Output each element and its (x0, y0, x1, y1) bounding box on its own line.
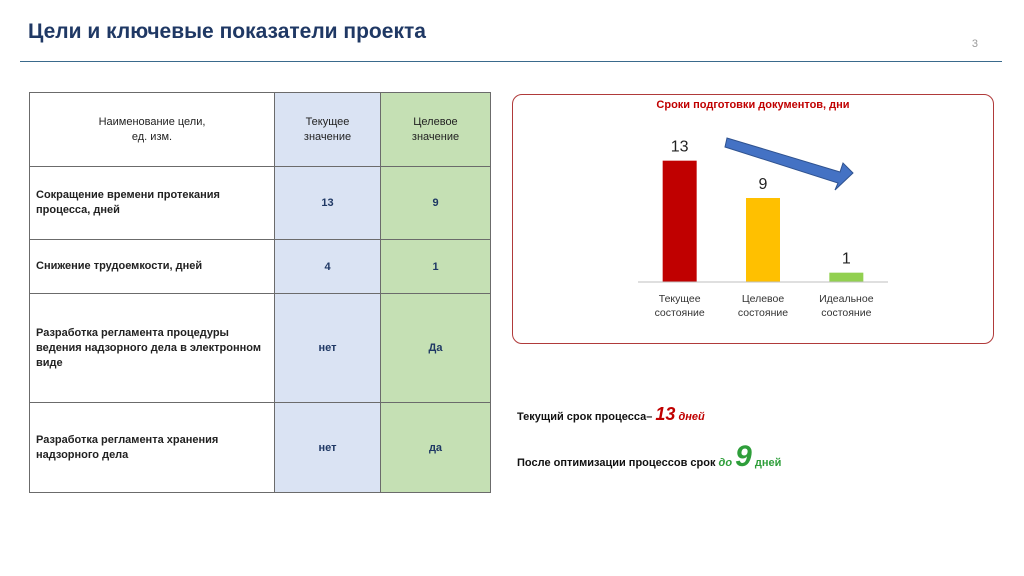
optimized-duration-prep: до (718, 457, 733, 469)
chart-data-label: 9 (758, 176, 768, 193)
table-row (30, 294, 491, 403)
optimized-duration-unit: дней (754, 457, 782, 469)
chart-bar (663, 161, 697, 282)
chart-category-label: Целевое (741, 293, 785, 305)
slide-number: 3 (971, 38, 978, 50)
current-duration-unit: дней (678, 411, 705, 423)
row-current-value: нет (275, 403, 381, 493)
header-target-value: Целевое значение (381, 93, 491, 167)
current-duration-text (517, 404, 705, 425)
current-duration-label: Текущий срок процесса– (517, 411, 653, 423)
chart-category-label: состояние (654, 307, 705, 319)
row-target-value: 1 (381, 240, 491, 294)
header-current-value: Текущее значение (275, 93, 381, 167)
row-current-value: 4 (275, 240, 381, 294)
optimized-duration-label: После оптимизации процессов срок (517, 457, 716, 469)
chart-category-label: Идеальное (819, 293, 874, 305)
row-goal-name: Разработка регламента процедуры ведения надзорного дела в электронном виде (30, 294, 275, 403)
row-current-value: 13 (275, 167, 381, 240)
chart-category-label: Текущее (658, 293, 701, 305)
row-current-value: нет (275, 294, 381, 403)
title-divider (20, 61, 1002, 62)
table-row (30, 167, 491, 240)
chart-bar (829, 273, 863, 282)
table-header-row (30, 93, 491, 167)
optimized-duration-text (517, 440, 781, 474)
chart-category-label: состояние (821, 307, 872, 319)
row-goal-name: Сокращение времени протекания процесса, дней (30, 167, 275, 240)
current-duration-value: 13 (655, 404, 676, 424)
bar-chart (513, 95, 995, 345)
chart-bar (746, 198, 780, 282)
chart-category-label: состояние (737, 307, 789, 319)
goals-table (29, 92, 491, 493)
chart-title: Сроки подготовки документов, дни (656, 99, 850, 111)
header-goal-name: Наименование цели, ед. изм. (30, 93, 275, 167)
table-row (30, 403, 491, 493)
chart-data-label: 1 (841, 250, 851, 268)
row-target-value: Да (381, 294, 491, 403)
row-goal-name: Снижение трудоемкости, дней (30, 240, 275, 294)
row-target-value: да (381, 403, 491, 493)
row-goal-name: Разработка регламента хранения надзорного дела (30, 403, 275, 493)
optimized-duration-value: 9 (735, 440, 752, 473)
chart-data-label: 13 (670, 138, 689, 156)
row-target-value: 9 (381, 167, 491, 240)
slide-title: Цели и ключевые показатели проекта (28, 20, 426, 43)
trend-arrow-icon (725, 138, 853, 190)
chart-panel (512, 94, 994, 344)
table-row (30, 240, 491, 294)
